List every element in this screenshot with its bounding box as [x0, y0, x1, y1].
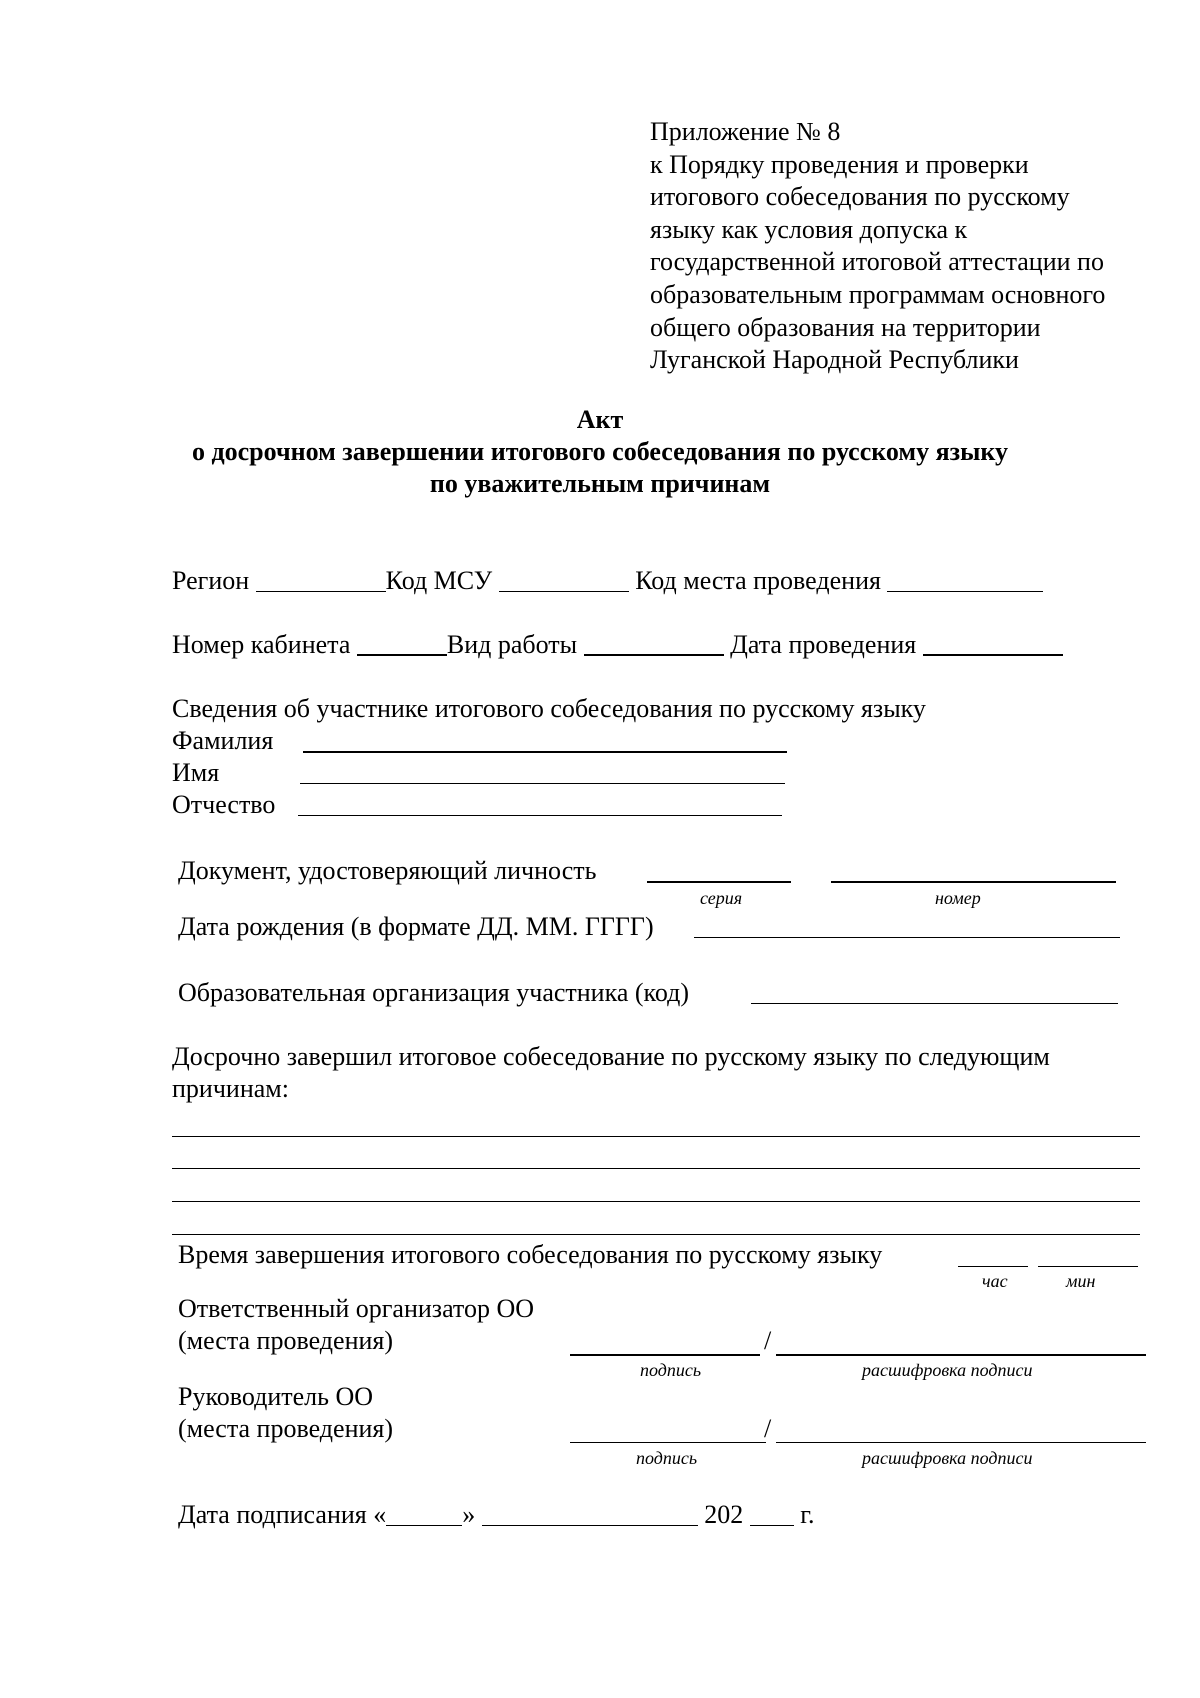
msu-field[interactable]: [499, 567, 629, 592]
name-field[interactable]: [300, 783, 785, 784]
appendix-line: итогового собеседования по русскому: [650, 182, 1070, 212]
appendix-line: Приложение № 8: [650, 117, 841, 146]
head-decode-caption: расшифровка подписи: [862, 1448, 1033, 1468]
id-document-label: Документ, удостоверяющий личность: [178, 856, 597, 885]
signing-date-label: Дата подписания «: [178, 1500, 387, 1529]
organization-label: Образовательная организация участника (код): [178, 978, 689, 1007]
appendix-line: языку как условия допуска к: [650, 214, 968, 244]
appendix-header: [650, 116, 1160, 377]
place-code-label: Код места проведения: [635, 566, 881, 595]
signing-year-prefix: 202: [704, 1500, 744, 1529]
number-caption: номер: [935, 888, 981, 908]
appendix-line: образовательным программам основного: [650, 279, 1106, 309]
room-label: Номер кабинета: [172, 630, 351, 659]
organizer-slash: /: [764, 1326, 772, 1355]
date-label: Дата проведения: [730, 630, 917, 659]
reason-field-1[interactable]: [172, 1136, 1140, 1137]
signing-month-field[interactable]: [482, 1501, 698, 1526]
head-signature-caption: подпись: [636, 1448, 698, 1468]
appendix-line: Луганской Народной Республики: [650, 345, 1019, 375]
place-code-field[interactable]: [887, 567, 1043, 592]
signing-date-row: [178, 1500, 814, 1530]
birth-date-field[interactable]: [694, 937, 1120, 938]
minute-caption: мин: [1066, 1271, 1096, 1291]
row-room: [172, 630, 1063, 660]
row-region: [172, 566, 1043, 596]
msu-label: Код МСУ: [385, 566, 493, 595]
document-series-field[interactable]: [647, 881, 791, 883]
organizer-label-2: (места проведения): [178, 1326, 394, 1355]
head-label-2: (места проведения): [178, 1414, 394, 1443]
patronymic-label: Отчество: [172, 790, 276, 819]
name-label: Имя: [172, 758, 220, 787]
reason-field-3[interactable]: [172, 1201, 1140, 1202]
document-title: [0, 404, 1200, 500]
head-signature-field[interactable]: [570, 1442, 766, 1443]
organizer-label-1: Ответственный организатор ОО: [178, 1294, 535, 1323]
work-type-field[interactable]: [584, 630, 724, 656]
organizer-signature-field[interactable]: [570, 1354, 760, 1356]
region-label: Регион: [172, 566, 250, 595]
region-field[interactable]: [256, 567, 386, 592]
hour-caption: час: [982, 1271, 1008, 1291]
reasons-line-2: причинам:: [172, 1074, 289, 1103]
reasons-line-1: Досрочно завершил итоговое собеседование по русскому языку по следующим: [172, 1042, 1050, 1071]
room-field[interactable]: [357, 630, 447, 656]
organizer-decode-field[interactable]: [776, 1354, 1146, 1356]
head-slash: /: [764, 1414, 772, 1443]
signing-year-suffix: г.: [800, 1500, 815, 1529]
end-hour-field[interactable]: [958, 1266, 1028, 1267]
organization-field[interactable]: [751, 1003, 1118, 1004]
head-label-1: Руководитель ОО: [178, 1382, 374, 1411]
signing-year-field[interactable]: [750, 1501, 794, 1526]
birth-date-label: Дата рождения (в формате ДД. ММ. ГГГГ): [178, 912, 654, 941]
date-field[interactable]: [923, 630, 1063, 656]
signing-day-field[interactable]: [386, 1501, 462, 1526]
surname-field[interactable]: [303, 751, 787, 753]
document-number-field[interactable]: [831, 881, 1116, 883]
title-line-3: по уважительным причинам: [429, 469, 771, 498]
signing-quote-close: »: [462, 1500, 476, 1529]
organizer-signature-caption: подпись: [640, 1360, 702, 1380]
series-caption: серия: [700, 888, 743, 908]
reason-field-4[interactable]: [172, 1234, 1140, 1235]
participant-heading: Сведения об участнике итогового собеседования по русскому языку: [172, 694, 926, 723]
end-time-label: Время завершения итогового собеседования по русскому языку: [178, 1240, 883, 1269]
head-decode-field[interactable]: [776, 1442, 1146, 1443]
title-line-2: о досрочном завершении итогового собеседования по русскому языку: [191, 437, 1009, 466]
reason-field-2[interactable]: [172, 1168, 1140, 1169]
appendix-line: общего образования на территории: [650, 312, 1041, 342]
surname-label: Фамилия: [172, 726, 274, 755]
patronymic-field[interactable]: [298, 815, 782, 816]
organizer-decode-caption: расшифровка подписи: [862, 1360, 1033, 1380]
work-type-label: Вид работы: [446, 630, 578, 659]
title-line-1: Акт: [576, 405, 624, 434]
appendix-line: к Порядку проведения и проверки: [650, 149, 1029, 179]
end-minute-field[interactable]: [1038, 1266, 1138, 1267]
appendix-line: государственной итоговой аттестации по: [650, 247, 1104, 277]
